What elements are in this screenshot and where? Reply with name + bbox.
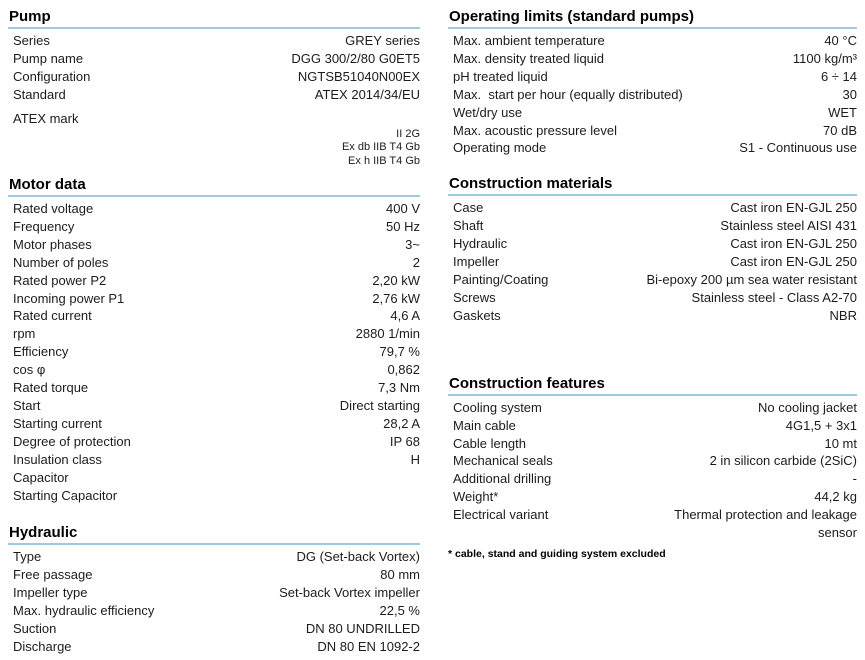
spec-value: 2,20 kW: [372, 272, 420, 288]
spec-label: Suction: [13, 621, 57, 637]
spec-label: Gaskets: [453, 307, 501, 323]
section-title: Operating limits (standard pumps): [448, 6, 857, 29]
spec-label: Cable length: [453, 435, 526, 451]
spec-row: [448, 289, 857, 307]
spec-label: rpm: [13, 326, 36, 342]
spec-value: DN 80 UNDRILLED: [305, 621, 420, 637]
spec-value: 22,5 %: [379, 603, 420, 619]
spec-value: 79,7 %: [379, 344, 420, 360]
column-left: [8, 6, 420, 660]
spec-row: [8, 451, 420, 469]
spec-label: Cooling system: [453, 399, 542, 415]
spec-row: [8, 397, 420, 415]
spec-value: ATEX 2014/34/EU: [314, 86, 420, 102]
section-construction-features: [448, 373, 857, 561]
spec-label: Rated power P2: [13, 272, 107, 288]
spec-value: Cast iron EN-GJL 250: [730, 254, 857, 270]
spec-label: Hydraulic: [453, 236, 508, 252]
spec-label: pH treated liquid: [453, 68, 548, 84]
spec-label: Capacitor: [13, 469, 69, 485]
spec-label: Pump name: [13, 50, 84, 66]
spec-rows: [448, 199, 857, 324]
spec-row: [8, 325, 420, 343]
spec-value: GREY series: [345, 33, 420, 48]
spec-value: H: [410, 451, 420, 467]
spec-row: [8, 272, 420, 290]
spec-label: Weight*: [453, 489, 499, 505]
spec-value: 30: [842, 86, 857, 102]
spec-value: -: [852, 471, 857, 487]
spec-row: [448, 452, 857, 470]
spec-label: Rated voltage: [13, 201, 94, 217]
atex-mark-lines: [8, 128, 420, 169]
spec-label: Motor phases: [13, 236, 92, 252]
spec-row: [8, 433, 420, 451]
spec-row: [8, 343, 420, 361]
spec-row: [8, 50, 420, 68]
section-title: Pump: [8, 6, 420, 29]
spec-label: Incoming power P1: [13, 290, 125, 306]
spec-label: Main cable: [453, 417, 516, 433]
spec-row: [8, 566, 420, 584]
spec-row: [8, 620, 420, 638]
spec-value: 10 mt: [824, 435, 857, 451]
section-hydraulic: [8, 522, 420, 655]
spec-label: Rated torque: [13, 380, 89, 396]
spec-row: [448, 399, 857, 417]
spec-label: Impeller: [453, 254, 500, 270]
spec-label: Free passage: [13, 567, 93, 583]
spec-row: [8, 254, 420, 272]
spec-label: Max. ambient temperature: [453, 33, 605, 48]
spec-label: Max. density treated liquid: [453, 50, 605, 66]
spec-row: [8, 68, 420, 86]
section-pump: [8, 6, 420, 168]
spec-row: [8, 638, 420, 656]
spec-value: 2: [412, 254, 420, 270]
spec-label: Efficiency: [13, 344, 69, 360]
section-construction-materials: [448, 173, 857, 324]
spec-row: [8, 236, 420, 254]
spec-row: [8, 415, 420, 433]
spec-label: Case: [453, 200, 484, 216]
spec-value: 0,862: [387, 362, 420, 378]
spec-value: 50 Hz: [386, 218, 420, 234]
spec-row: [448, 235, 857, 253]
spec-label: Type: [13, 549, 42, 565]
spec-row: [448, 104, 857, 122]
spec-label: Frequency: [13, 218, 75, 234]
spec-row: [8, 200, 420, 218]
column-right: [448, 6, 857, 660]
atex-mark-line: II 2G: [396, 127, 420, 140]
spec-label: Operating mode: [453, 140, 547, 156]
spec-value: Cast iron EN-GJL 250: [730, 200, 857, 216]
spec-row: [8, 218, 420, 236]
spec-row: [448, 68, 857, 86]
atex-mark-line: Ex db IIB T4 Gb: [341, 141, 420, 154]
spec-row: [8, 548, 420, 566]
spec-label: Start: [13, 398, 41, 413]
spec-value: WET: [828, 104, 857, 120]
spec-label: Starting Capacitor: [13, 487, 118, 503]
spec-value: 4,6 A: [390, 308, 420, 324]
spec-row: [448, 488, 857, 506]
spec-row: [448, 86, 857, 104]
section-title: Construction features: [448, 373, 857, 396]
spec-label: Max. start per hour (equally distributed): [453, 86, 683, 102]
spec-label: Configuration: [13, 68, 91, 84]
spec-row: [8, 32, 420, 50]
spec-label: Wet/dry use: [453, 104, 523, 120]
spec-row: [8, 361, 420, 379]
spec-value: S1 - Continuous use: [739, 140, 857, 156]
spec-row: [8, 86, 420, 104]
spec-value: 2880 1/min: [355, 326, 420, 342]
section-title: Construction materials: [448, 173, 857, 196]
spec-value: 40 °C: [824, 33, 857, 48]
spec-value: Direct starting: [339, 398, 420, 413]
section-motor-data: [8, 174, 420, 504]
spec-rows: [8, 548, 420, 655]
spec-label: Standard: [13, 86, 66, 102]
spec-row: [8, 290, 420, 308]
spec-value: 6 ÷ 14: [820, 68, 857, 84]
spec-label: Impeller type: [13, 585, 88, 601]
spec-value: Bi-epoxy 200 µm sea water resistant: [646, 271, 857, 287]
spec-row: [448, 32, 857, 50]
spec-label: Insulation class: [13, 451, 102, 467]
spec-value: DGG 300/2/80 G0ET5: [291, 50, 420, 66]
spec-value: NBR: [829, 307, 857, 323]
spec-label: Max. hydraulic efficiency: [13, 603, 155, 619]
spec-value: 400 V: [386, 201, 420, 217]
spec-row: [8, 584, 420, 602]
footnote: * cable, stand and guiding system excluded: [448, 547, 666, 560]
spec-row: [8, 307, 420, 325]
spec-value: 3~: [405, 236, 420, 252]
spec-value: 80 mm: [380, 567, 420, 583]
spec-label: Shaft: [453, 218, 484, 234]
spec-row: [448, 139, 857, 157]
atex-mark-line: Ex h IIB T4 Gb: [348, 154, 420, 167]
spec-label: Rated current: [13, 308, 92, 324]
spec-label: Screws: [453, 289, 496, 305]
spec-row: [448, 122, 857, 140]
spec-row: [8, 110, 420, 128]
spec-value: 7,3 Nm: [378, 380, 420, 396]
spec-label: Number of poles: [13, 254, 109, 270]
spec-value: 2 in silicon carbide (2SiC): [709, 453, 857, 469]
spec-label: Max. acoustic pressure level: [453, 122, 618, 138]
spec-label: Electrical variant: [453, 507, 549, 523]
spec-value: NGTSB51040N00EX: [297, 68, 420, 84]
spec-row: [448, 199, 857, 217]
spec-value: 28,2 A: [383, 415, 420, 431]
spec-row: [448, 271, 857, 289]
spec-value: Stainless steel - Class A2-70: [691, 289, 857, 305]
section-title: Hydraulic: [8, 522, 420, 545]
spec-label: cos φ: [13, 362, 46, 378]
spec-value: 4G1,5 + 3x1: [785, 417, 857, 433]
spec-row: [448, 417, 857, 435]
spec-value: Stainless steel AISI 431: [720, 218, 857, 234]
spec-label: Degree of protection: [13, 433, 131, 449]
spec-label: ATEX mark: [13, 110, 79, 126]
spec-value: 1100 kg/m³: [792, 50, 857, 66]
spec-value: No cooling jacket: [758, 399, 857, 415]
spec-row: [448, 307, 857, 325]
spec-label: Mechanical seals: [453, 453, 553, 469]
spec-value: 2,76 kW: [372, 290, 420, 306]
spec-value: 70 dB: [823, 122, 857, 138]
spec-row: [448, 253, 857, 271]
spec-label: Painting/Coating: [453, 271, 549, 287]
spec-rows: [448, 399, 857, 542]
spec-label: Starting current: [13, 415, 102, 431]
spec-row: [8, 602, 420, 620]
spec-rows: [8, 32, 420, 128]
spec-row: [8, 487, 420, 505]
section-title: Motor data: [8, 174, 420, 197]
spec-value: DG (Set-back Vortex): [296, 549, 420, 565]
spec-value: Set-back Vortex impeller: [279, 585, 420, 601]
spec-label: Discharge: [13, 638, 72, 654]
spec-row: [448, 470, 857, 488]
spec-label: Additional drilling: [453, 471, 552, 487]
spec-label: Series: [13, 33, 50, 48]
spec-row: [8, 469, 420, 487]
spec-row: [448, 435, 857, 453]
spec-rows: [8, 200, 420, 504]
spec-row: [448, 50, 857, 68]
spec-row: [448, 506, 857, 542]
spec-row: [8, 379, 420, 397]
spec-value: IP 68: [389, 433, 420, 449]
section-operating-limits-standard-pumps: [448, 6, 857, 157]
spec-value: 44,2 kg: [814, 489, 857, 505]
spec-value: DN 80 EN 1092-2: [317, 638, 420, 654]
spec-rows: [448, 32, 857, 157]
spec-value: Thermal protection and leakage sensor: [674, 507, 857, 541]
spec-value: Cast iron EN-GJL 250: [730, 236, 857, 252]
spec-row: [448, 217, 857, 235]
